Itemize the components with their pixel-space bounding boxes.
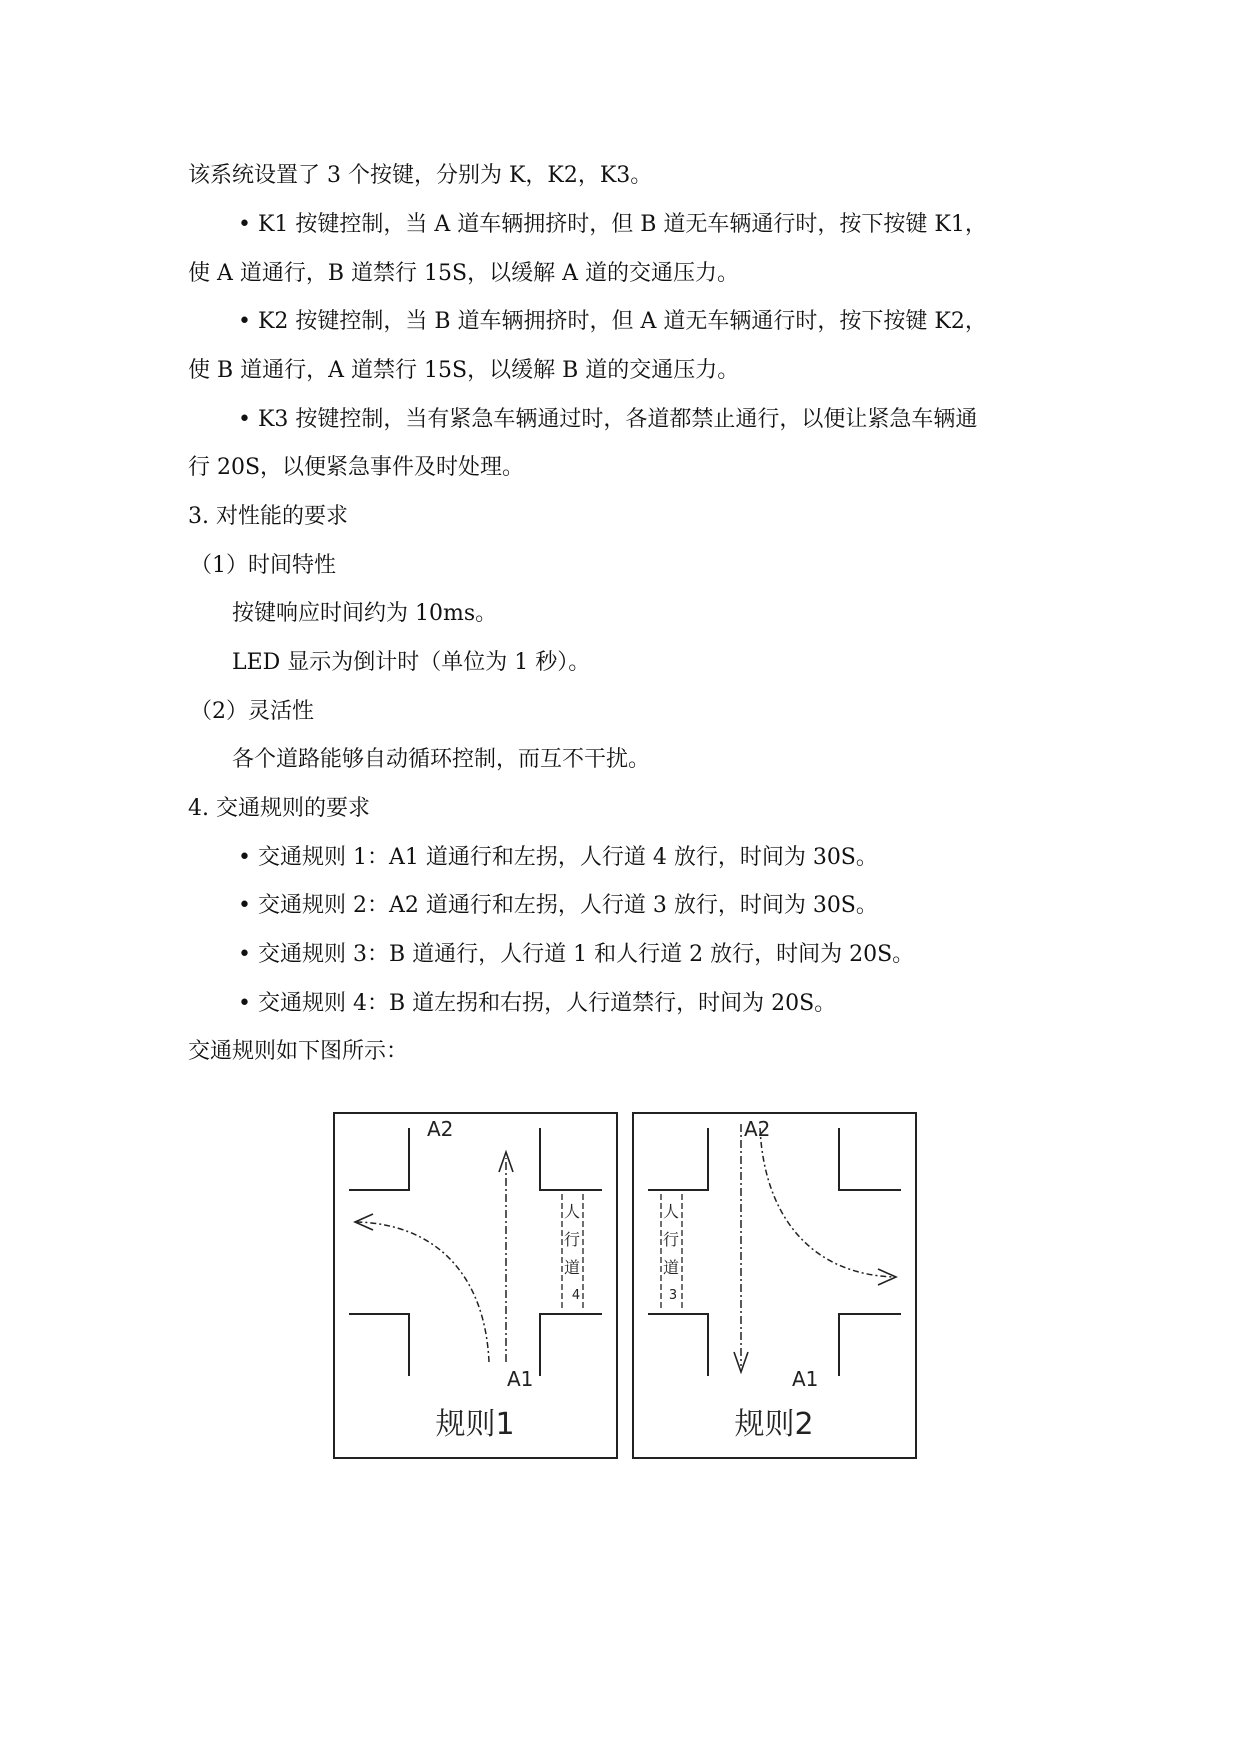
rule-4-text: • 交通规则 4：B 道左拐和右拐，人行道禁行，时间为 20S。 (238, 991, 837, 1016)
road-corner-top-right (540, 1128, 602, 1190)
diagram-intro-text: 交通规则如下图所示： (188, 1039, 409, 1064)
crosswalk-char-2: 行 (563, 1230, 581, 1249)
road-corner-top-left (648, 1128, 708, 1190)
road-corner-bottom-right (540, 1314, 602, 1376)
diagram-caption: 规则1 (435, 1407, 515, 1442)
crosswalk-char-1: 人 (662, 1202, 680, 1221)
label-a2: A2 (427, 1117, 454, 1141)
rule-1-text: • 交通规则 1：A1 道通行和左拐，人行道 4 放行，时间为 30S。 (238, 845, 878, 870)
diagram-caption: 规则2 (734, 1407, 814, 1442)
rule-1-diagram (333, 1112, 618, 1459)
section-heading-performance: 3. 对性能的要求 (188, 504, 348, 529)
crosswalk-char-4: 4 (571, 1288, 581, 1303)
rule-2-diagram (632, 1112, 917, 1459)
road-corner-top-right (839, 1128, 901, 1190)
paragraph-k2-line1: • K2 按键控制，当 B 道车辆拥挤时，但 A 道无车辆通行时，按下按键 K2， (238, 309, 987, 334)
paragraph-led: LED 显示为倒计时（单位为 1 秒）。 (232, 650, 591, 675)
rule-1-intersection (335, 1114, 616, 1457)
label-a1: A1 (792, 1367, 819, 1391)
road-corner-bottom-left (648, 1314, 708, 1376)
paragraph-k3-line2: 行 20S，以便紧急事件及时处理。 (188, 455, 525, 480)
crosswalk-char-2: 行 (662, 1230, 680, 1249)
paragraph-auto-control: 各个道路能够自动循环控制，而互不干扰。 (232, 747, 651, 772)
label-a1: A1 (507, 1367, 534, 1391)
road-corner-bottom-left (349, 1314, 409, 1376)
paragraph-system-keys: 该系统设置了 3 个按键，分别为 K，K2，K3。 (188, 163, 653, 188)
road-corner-top-left (349, 1128, 409, 1190)
rule-2-text: • 交通规则 2：A2 道通行和左拐，人行道 3 放行，时间为 30S。 (238, 893, 878, 918)
left-turn-arrow-head (878, 1269, 896, 1285)
subheading-time: （1）时间特性 (190, 553, 336, 578)
left-turn-arrow (760, 1128, 894, 1277)
section-heading-traffic-rules: 4. 交通规则的要求 (188, 796, 370, 821)
subheading-flexibility: （2）灵活性 (190, 699, 314, 724)
crosswalk-char-4: 3 (668, 1288, 678, 1303)
paragraph-k3-line1: • K3 按键控制，当有紧急车辆通过时，各道都禁止通行，以便让紧急车辆通 (238, 407, 978, 432)
crosswalk-char-3: 道 (662, 1258, 680, 1277)
paragraph-k1-line2: 使 A 道通行，B 道禁行 15S，以缓解 A 道的交通压力。 (188, 261, 739, 286)
rule-2-intersection (634, 1114, 915, 1457)
crosswalk-char-1: 人 (563, 1202, 581, 1221)
paragraph-k2-line2: 使 B 道通行，A 道禁行 15S，以缓解 B 道的交通压力。 (188, 358, 740, 383)
paragraph-response-time: 按键响应时间约为 10ms。 (232, 601, 498, 626)
label-a2: A2 (744, 1117, 771, 1141)
rule-3-text: • 交通规则 3：B 道通行，人行道 1 和人行道 2 放行，时间为 20S。 (238, 942, 915, 967)
crosswalk-char-3: 道 (563, 1258, 581, 1277)
road-corner-bottom-right (839, 1314, 901, 1376)
paragraph-k1-line1: • K1 按键控制，当 A 道车辆拥挤时，但 B 道无车辆通行时，按下按键 K1， (238, 212, 987, 237)
left-turn-arrow (357, 1222, 489, 1362)
